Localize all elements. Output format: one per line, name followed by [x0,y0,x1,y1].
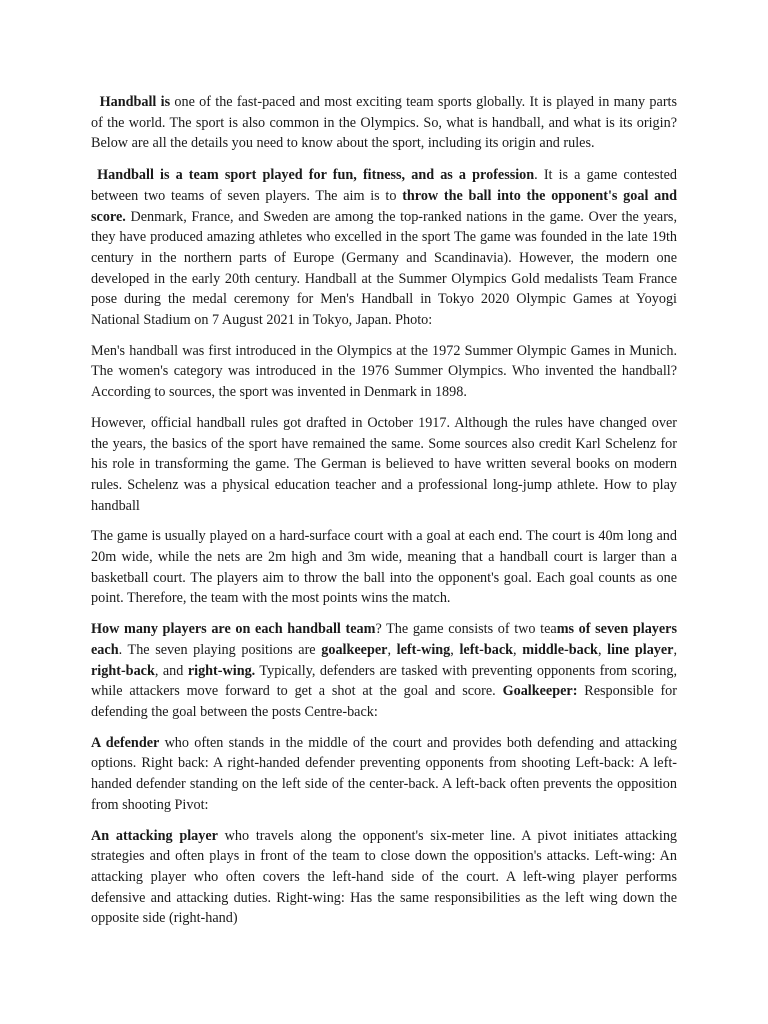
body-text: , [387,641,397,658]
bold-text: How many players are on each handball team [91,621,376,638]
body-text: , [513,641,523,658]
body-text: , [450,641,460,658]
bold-text: throw the ball into the opponent's goal and score. [91,187,677,225]
bold-text: A defender [91,734,160,751]
bold-text: ms of seven players each [91,621,677,658]
paragraph-6 [91,619,677,723]
body-text [91,94,100,110]
bold-text: goalkeeper [321,641,388,658]
bold-text: Handball is [99,94,171,110]
bold-text: right-wing. [187,662,256,679]
body-text: , and [154,662,188,679]
body-text: who travels along the opponent's six-meter line. A pivot initiates attacking strategies and often plays in front of the team to close down the opposition's attacks. Left-wing: An attacking player who often covers the left-hand side of the court. A left-wing player performs defensive and attacking duties. Right-wing: Has the same responsibilities as the left wing down the opposite side (right-hand) [91,827,678,927]
document-page [91,92,677,939]
body-text: ? The game consists of two tea [375,621,557,638]
bold-text: Goalkeeper: [502,683,578,700]
body-text: Men's handball was first introduced in the Olympics at the 1972 Summer Olympic Games in Munich. The women's category was introduced in the 1976 Summer Olympics. Who invented the handball? According to sources, the sport was invented in Denmark in 1898. [91,342,677,401]
body-text: , [597,641,608,658]
paragraph-5 [91,526,677,609]
body-text: The game is usually played on a hard-surface court with a goal at each end. The court is 40m long and 20m wide, while the nets are 2m high and 3m wide, meaning that a handball court is larger than a basketball court. The players aim to throw the ball into the opponent's goal. Each goal counts as one point. Therefore, the team with the most points wins the match. [91,528,677,607]
paragraph-1 [91,92,677,154]
paragraph-2 [91,165,677,331]
bold-text: Handball is a team sport played for fun, fitness, and as a profession [97,167,535,184]
paragraph-7 [91,733,677,816]
paragraph-4 [91,413,677,517]
paragraph-8 [91,826,677,930]
body-text: one of the fast-paced and most exciting team sports globally. It is played in many parts of the world. The sport is also common in the Olympics. So, what is handball, and what is its origin? Below are all the details you need to know about the sport, including its origin and rules. [91,94,678,152]
body-text: Typically, defenders are tasked with preventing opponents from scoring, while attackers move forward to get a shot at the goal and score. [91,662,677,700]
bold-text: An attacking player [91,827,218,844]
body-text: . It is a game contested between two teams of seven players. The aim is to [91,167,678,204]
bold-text: line player [607,641,674,658]
body-text: who often stands in the middle of the court and provides both defending and attacking options. Right back: A right-handed defender preventing opponents from shooting Left-back: A left-handed defender standing on the left side of the center-back. A left-back often prevents the opposition from shooting Pivot: [91,734,678,813]
body-text: . The seven playing positions are [118,641,322,658]
body-text: Denmark, France, and Sweden are among the top-ranked nations in the game. Over the years, they have produced amazing athletes who excelled in the sport The game was founded in the late 19th century in the northern parts of Europe (Germany and Scandinavia). However, the modern one developed in the early 20th century. Handball at the Summer Olympics Gold medalists Team France pose during the medal ceremony for Men's Handball in Tokyo 2020 Olympic Games at Yoyogi National Stadium on 7 August 2021 in Tokyo, Japan. Photo: [91,208,677,329]
bold-text: left-back [459,641,514,658]
body-text: However, official handball rules got drafted in October 1917. Although the rules have changed over the years, the basics of the sport have remained the same. Some sources also credit Karl Schelenz for his role in transforming the game. The German is believed to have written several books on modern rules. Schelenz was a physical education teacher and a professional long-jump athlete. How to play handball [91,414,677,514]
body-text: , [673,641,678,658]
body-text: Responsible for defending the goal between the posts Centre-back: [91,683,678,720]
bold-text: right-back [91,662,155,679]
bold-text: middle-back [522,641,598,658]
paragraph-3 [91,341,677,403]
bold-text: left-wing [396,641,451,658]
